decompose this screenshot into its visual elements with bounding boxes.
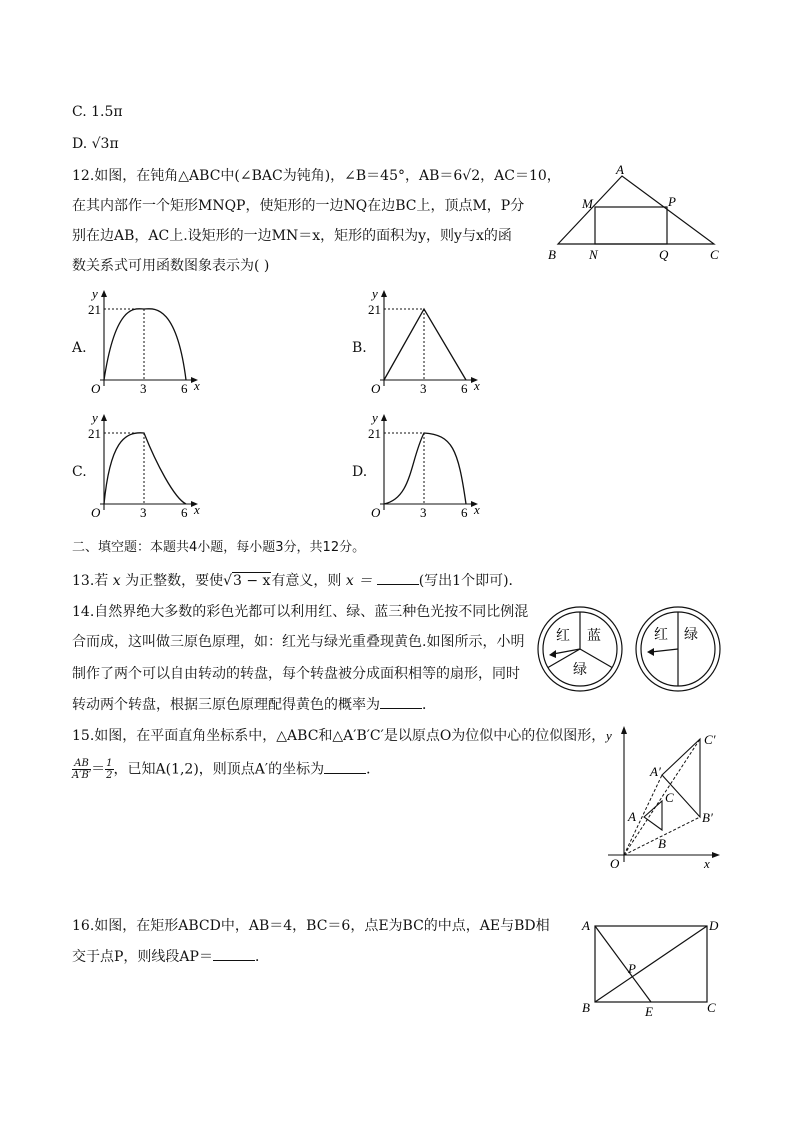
q11-option-c-value: 1.5π [91, 104, 123, 120]
spinner-one-red: 红 [556, 629, 570, 644]
q16-answer-blank[interactable] [213, 946, 255, 961]
q15-number: 15. [72, 728, 95, 744]
q13-text-b: 为正整数，要使 [125, 573, 224, 589]
q16-point-e: E [645, 1004, 653, 1019]
y-label: y [372, 286, 378, 301]
q15-line2-end: ． [366, 761, 381, 778]
q16-line1-text: 如图，在矩形ABCD中，AB＝4，BC＝6，点E为BC的中点，AE与BD相 [94, 918, 550, 934]
q11-option-d-value: √3π [91, 136, 119, 152]
x-label: x [474, 378, 480, 393]
x-mid-tick: 3 [420, 505, 427, 520]
q12-triangle-figure [540, 160, 730, 265]
x-mid-tick: 3 [420, 381, 427, 396]
q12-point-a: A [616, 162, 624, 177]
q12-line4: 数关系式可用函数图象表示为( ) [72, 258, 270, 274]
q15-axis-y: y [606, 728, 612, 743]
q13-number: 13. [72, 573, 95, 589]
x-end-tick: 6 [181, 505, 188, 520]
q15-figure [600, 722, 730, 874]
q12-graph-d [368, 410, 478, 522]
q16-point-b: B [582, 1000, 590, 1015]
q12-graph-c [88, 410, 198, 522]
q14-line4-text: 转动两个转盘，根据三原色原理配得黄色的概率为 [72, 697, 380, 713]
q13-text-d: x ＝ [345, 573, 373, 589]
q12-option-b-label: B. [352, 340, 367, 356]
q12-point-p: P [668, 194, 676, 209]
q14-spinners-figure [536, 604, 756, 694]
function-curve [104, 309, 186, 380]
q16-point-a: A [582, 918, 590, 933]
spinner-two-green: 绿 [684, 628, 698, 643]
y-label: y [92, 410, 98, 425]
q15-line2-text: ，已知A(1,2)，则顶点A′的坐标为 [113, 761, 325, 778]
q15-line2 [72, 758, 380, 781]
q15-origin-o: O [610, 856, 620, 871]
x-end-tick: 6 [461, 381, 468, 396]
origin-label: O [371, 381, 381, 396]
spinner-one-blue: 蓝 [587, 629, 601, 644]
q15-frac-den: A′B′ [72, 770, 92, 781]
origin-label: O [371, 505, 381, 520]
q11-option-c [72, 102, 123, 122]
y-axis-arrow [381, 290, 387, 297]
q16-point-p: P [628, 961, 636, 976]
q16-point-d: D [709, 918, 719, 933]
q15-half-fraction [105, 758, 113, 781]
function-curve [384, 433, 466, 504]
q14-line3: 制作了两个可以自由转动的转盘，每个转盘被分成面积相等的扇形，同时 [72, 666, 520, 682]
q12-option-d-label: D. [352, 464, 368, 480]
y-axis-arrow [381, 414, 387, 421]
q13-answer-blank[interactable] [377, 570, 419, 585]
q12-point-m: M [582, 196, 593, 211]
function-curve [104, 433, 186, 504]
q15-half-den: 2 [106, 770, 113, 781]
x-label: x [194, 378, 200, 393]
q15-point-c: C [665, 790, 674, 805]
y-max-tick: 21 [88, 302, 101, 317]
q12-point-c: C [710, 247, 719, 262]
q12-point-n: N [589, 247, 598, 262]
q16-number: 16. [72, 918, 95, 934]
q15-line1 [72, 726, 605, 746]
q15-point-a: A [628, 809, 636, 824]
q16-line2 [72, 946, 269, 967]
q13-var: x [112, 573, 121, 589]
q13-line: 13.若 x 为正整数，要使√3 − x有意义，则 x ＝ (写出1个即可)． [72, 570, 523, 591]
q15-point-b: B [658, 836, 666, 851]
y-axis-arrow [101, 290, 107, 297]
q13-radical: 3 − x [233, 573, 271, 589]
x-end-tick: 6 [461, 505, 468, 520]
q12-line1-text: 如图，在钝角△ABC中(∠BAC为钝角)，∠B＝45°，AB＝6√2，AC＝10， [94, 168, 561, 184]
q14-line1-text: 自然界绝大多数的彩色光都可以利用红、绿、蓝三种色光按不同比例混 [94, 604, 529, 620]
q11-option-d [72, 134, 119, 154]
q16-line2-end: ． [254, 949, 269, 965]
y-max-tick: 21 [88, 426, 101, 441]
q12-option-c-label: C. [72, 464, 87, 480]
y-label: y [372, 410, 378, 425]
q12-number: 12. [72, 168, 95, 184]
spinner-two-red: 红 [654, 628, 668, 643]
q15-axis-x: x [704, 856, 710, 871]
q15-frac-num: AB [72, 758, 91, 770]
x-mid-tick: 3 [140, 381, 147, 396]
q15-point-a-prime: A′ [650, 764, 661, 779]
q16-line1 [72, 916, 550, 936]
x-mid-tick: 3 [140, 505, 147, 520]
x-end-tick: 6 [181, 381, 188, 396]
q12-graph-b [368, 286, 478, 398]
q12-point-q: Q [659, 247, 669, 262]
q14-line2: 合而成，这叫做三原色原理，如：红光与绿光重叠现黄色.如图所示，小明 [72, 634, 525, 650]
spinner-one-green: 绿 [573, 663, 587, 678]
q12-line1 [72, 166, 561, 186]
q15-half-num: 1 [106, 758, 113, 769]
y-axis-arrow [101, 414, 107, 421]
q15-eq: ＝ [91, 761, 106, 778]
q15-ratio-fraction [72, 758, 91, 781]
q16-point-c: C [707, 1000, 716, 1015]
q15-line1-text: 如图，在平面直角坐标系中，△ABC和△A′B′C′是以原点O为位似中心的位似图形， [94, 728, 606, 744]
q14-number: 14. [72, 604, 95, 620]
q11-option-c-label: C. [72, 104, 87, 120]
y-max-tick: 21 [368, 426, 381, 441]
origin-label: O [91, 381, 101, 396]
q11-option-d-label: D. [72, 136, 88, 152]
q13-text-a: 若 [94, 573, 109, 589]
section-title-fill-in: 二、填空题：本题共4小题，每小题3分，共12分。 [72, 540, 366, 555]
q15-point-b-prime: B′ [702, 810, 713, 825]
q12-line2: 在其内部作一个矩形MNQP，使矩形的一边NQ在边BC上，顶点M，P分 [72, 198, 525, 214]
x-label: x [194, 502, 200, 517]
q14-line4 [72, 694, 436, 715]
q12-option-a-label: A. [72, 340, 87, 356]
q13-text-c: 有意义，则 [271, 573, 342, 589]
q15-point-c-prime: C′ [704, 732, 716, 747]
q12-line3: 别在边AB，AC上.设矩形的一边MN＝x，矩形的面积为y，则y与x的函 [72, 228, 512, 244]
spinner-one [538, 607, 622, 691]
q14-answer-blank[interactable] [380, 694, 422, 709]
y-label: y [92, 286, 98, 301]
q14-line1 [72, 602, 528, 622]
q16-line2-text: 交于点P，则线段AP＝ [72, 949, 213, 965]
x-label: x [474, 502, 480, 517]
function-curve [384, 309, 466, 380]
y-max-tick: 21 [368, 302, 381, 317]
q12-point-b: B [548, 247, 556, 262]
q12-graph-a [88, 286, 198, 398]
q15-answer-blank[interactable] [324, 759, 366, 774]
spinner-two [636, 607, 720, 691]
q14-line4-end: ． [422, 697, 436, 713]
q13-text-e: (写出1个即可)． [418, 573, 523, 589]
q16-rectangle-figure [576, 912, 726, 1022]
origin-label: O [91, 505, 101, 520]
